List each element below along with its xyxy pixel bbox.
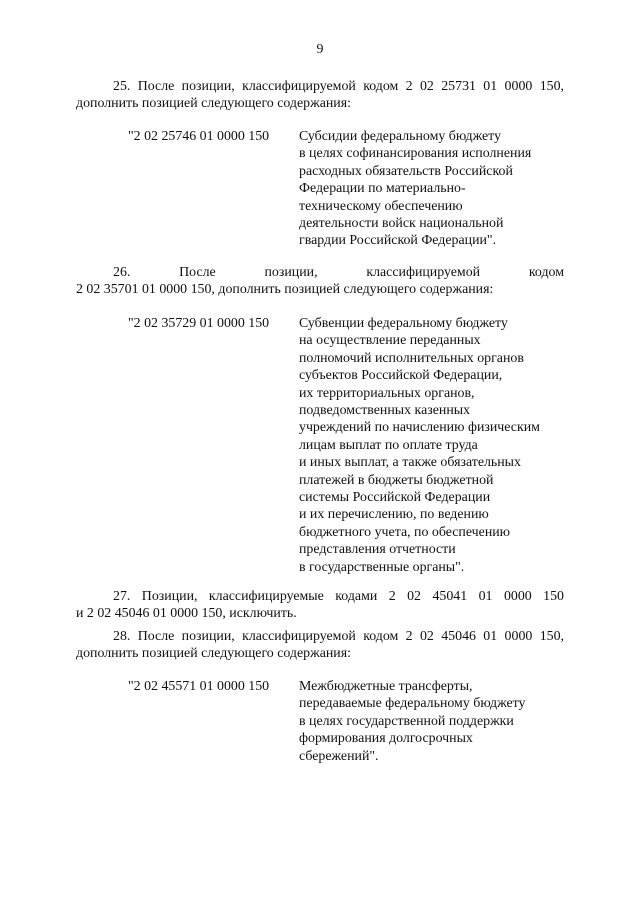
description-line: представления отчетности <box>299 542 456 558</box>
description-line: лицам выплат по оплате труда <box>299 437 478 453</box>
classification-code: "2 02 45571 01 0000 150 <box>128 679 270 694</box>
description-line: учреждений по начислению физическим <box>299 420 540 436</box>
description-line: полномочий исполнительных органов <box>299 350 524 366</box>
description-line: расходных обязательств Российской <box>299 163 513 179</box>
page-number: 9 <box>316 42 324 57</box>
paragraph-26 <box>76 264 564 299</box>
classification-code: "2 02 25746 01 0000 150 <box>128 129 270 144</box>
description-line: платежей в бюджеты бюджетной <box>299 472 494 488</box>
description-line: техническому обеспечению <box>299 198 463 214</box>
paragraph-26-rest: 2 02 35701 01 0000 150, дополнить позицией следующего содержания: <box>76 282 494 298</box>
description-line: формирования долгосрочных <box>299 731 473 747</box>
description-line: в государственные органы". <box>299 559 465 575</box>
paragraph-27-rest: и 2 02 45046 01 0000 150, исключить. <box>76 606 297 622</box>
description-line: в целях государственной поддержки <box>299 713 514 729</box>
description-line: субъектов Российской Федерации, <box>299 368 503 384</box>
description-line: подведомственных казенных <box>299 403 471 419</box>
description-line: бюджетного учета, по обеспечению <box>299 524 511 540</box>
classification-description <box>299 128 569 250</box>
description-line: их территориальных органов, <box>299 385 475 401</box>
description-line: Федерации по материально- <box>299 181 466 197</box>
classification-description <box>299 315 569 576</box>
paragraph-28-rest: дополнить позицией следующего содержания: <box>76 646 351 662</box>
description-line: Субвенции федеральному бюджету <box>299 316 508 331</box>
description-line: гвардии Российской Федерации". <box>299 233 497 249</box>
paragraph-27-first-line: 27. Позиции, классифицируемые кодами 2 02 45041 01 0000 150 <box>113 589 564 604</box>
description-line: деятельности войск национальной <box>299 216 504 232</box>
description-line: Субсидии федеральному бюджету <box>299 129 502 144</box>
description-line: сбережений". <box>299 748 379 764</box>
paragraph-25 <box>76 78 564 113</box>
classification-code: "2 02 35729 01 0000 150 <box>128 316 270 331</box>
description-line: передаваемые федеральному бюджету <box>299 696 526 712</box>
paragraph-26-first-line: 26. После позиции, классифицируемой кодом <box>113 265 564 280</box>
description-line: и их перечислению, по ведению <box>299 507 489 523</box>
description-line: в целях софинансирования исполнения <box>299 146 532 162</box>
paragraph-25-first-line: 25. После позиции, классифицируемой кодом 2 02 25731 01 0000 150, <box>113 79 564 94</box>
description-line: Межбюджетные трансферты, <box>299 679 473 694</box>
paragraph-28-first-line: 28. После позиции, классифицируемой кодом 2 02 45046 01 0000 150, <box>113 629 564 644</box>
classification-description <box>299 678 569 765</box>
description-line: системы Российской Федерации <box>299 490 491 506</box>
description-line: и иных выплат, а также обязательных <box>299 455 521 471</box>
description-line: на осуществление переданных <box>299 333 481 349</box>
paragraph-27 <box>76 588 564 623</box>
paragraph-28 <box>76 628 564 663</box>
paragraph-25-rest: дополнить позицией следующего содержания: <box>76 96 351 112</box>
